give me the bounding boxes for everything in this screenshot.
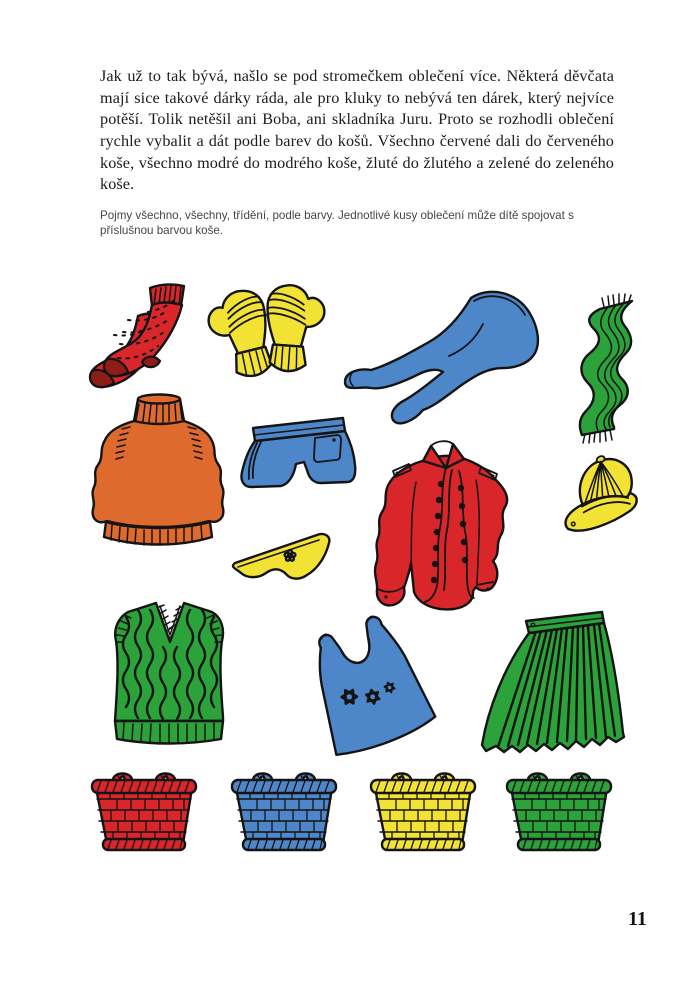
baskets-row (78, 772, 638, 864)
yellow-underpants-illustration (227, 528, 339, 598)
orange-turtleneck-sweater-illustration (82, 391, 236, 557)
blue-tank-top-illustration (284, 612, 436, 764)
blue-basket-illustration (232, 773, 336, 850)
blue-tights-illustration (333, 284, 548, 434)
yellow-basket-illustration (371, 773, 475, 850)
red-basket-illustration (92, 773, 196, 850)
yellow-cap-illustration (558, 454, 646, 546)
yellow-mittens-illustration (204, 280, 328, 384)
green-basket-illustration (507, 773, 611, 850)
blue-shorts-illustration (237, 414, 365, 508)
story-paragraph: Jak už to tak bývá, našlo se pod stromečkem oblečení více. Některá děvčata mají sice takové dárky ráda, ale pro kluky to nebývá ten dárek, který nejvíce potěší. Tolik netěšil ani Boba, ani skladníka Juru. Proto se rozhodli oblečení rychle vybalit a dát podle barev do košů. Všechno červené dali do červeného koše, všechno modré do modrého koše, žluté do žlutého a zelené do zeleného koše. (100, 67, 614, 194)
page-number: 11 (628, 908, 647, 930)
red-socks-illustration (84, 282, 186, 384)
red-jacket-illustration (364, 442, 528, 622)
note-paragraph: Pojmy všechno, všechny, třídění, podle barvy. Jednotlivé kusy oblečení může dítě spojovat s příslušnou barvou koše. (100, 208, 574, 238)
green-pleated-skirt-illustration (474, 605, 628, 777)
green-scarf-illustration (558, 293, 640, 461)
green-knitted-vest-illustration (100, 597, 240, 751)
